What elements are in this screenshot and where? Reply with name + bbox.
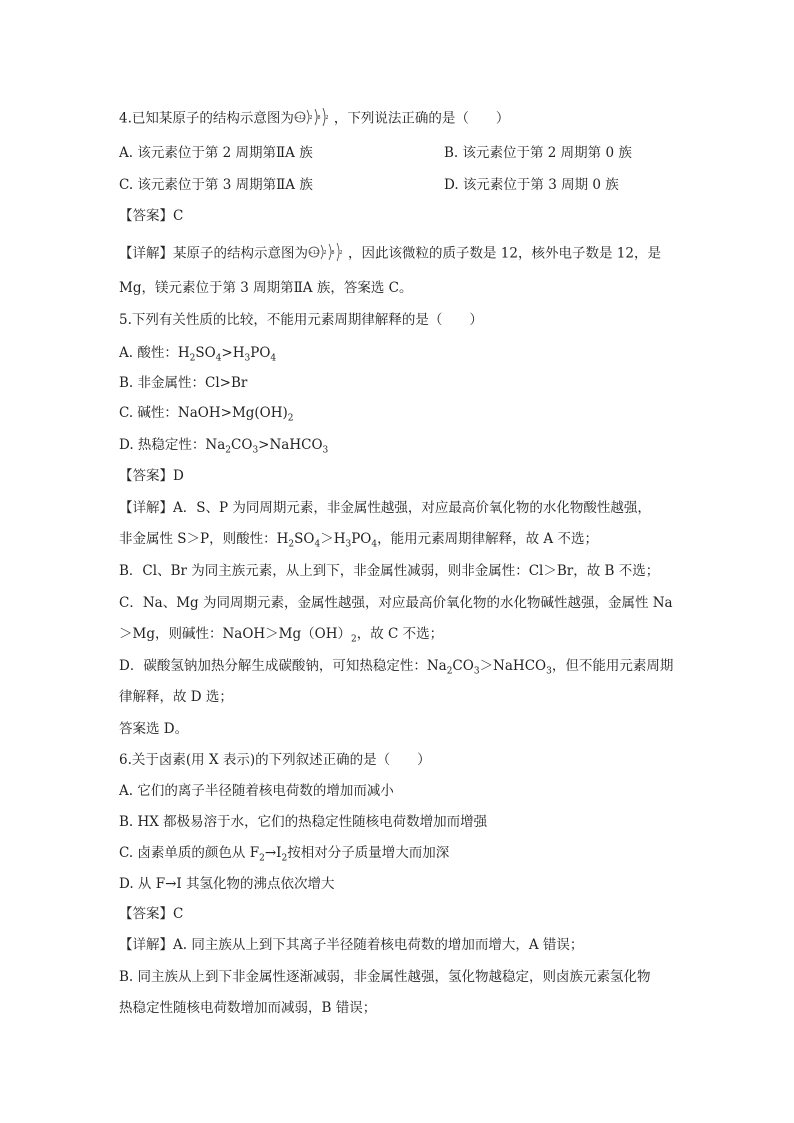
q4-stem-before: 4.已知某原子的结构示意图为 — [119, 110, 294, 127]
q5-detail-end: 答案选 D。 — [119, 721, 189, 737]
diagram-shell-1: 2 — [309, 115, 313, 121]
q5-answer: 【答案】D — [119, 468, 184, 484]
q5-detail-d2: 律解释，故 D 选； — [119, 689, 233, 705]
q4-answer: 【答案】C — [119, 208, 184, 224]
atom-structure-diagram-2 — [308, 241, 348, 263]
q4-detail-before: 【详解】某原子的结构示意图为 — [119, 245, 308, 262]
q4-option-a: A. 该元素位于第 2 周期第ⅡA 族 — [119, 145, 313, 161]
diagram-shell-3: 2 — [325, 115, 329, 121]
q4-stem — [119, 108, 509, 130]
q6-answer: 【答案】C — [119, 906, 184, 922]
q4-stem-after: ，下列说法正确的是（ ） — [333, 110, 510, 127]
q6-option-d: D. 从 F→I 其氢化物的沸点依次增大 — [119, 876, 335, 892]
q6-detail-b1: B. 同主族从上到下非金属性逐渐减弱，非金属性越强，氢化物越稳定，则卤族元素氢化物 — [119, 969, 651, 985]
q6-detail-a: 【详解】A. 同主族从上到下其离子半径随着核电荷数的增加而增大，A 错误； — [119, 937, 584, 953]
diagram2-shell-2: 8 — [331, 250, 335, 256]
diagram-nucleus-label: +12 — [294, 115, 306, 121]
q6-option-b: B. HX 都极易溶于水，它们的热稳定性随核电荷数增加而增强 — [119, 814, 488, 830]
q5-option-a: A. 酸性：$H_2SO_4>H_3PO_4$ — [119, 345, 277, 364]
q5-detail-c1: C．Na、Mg 为同周期元素，金属性越强，对应最高价氧化物的水化物碱性越强，金属性 Na — [119, 595, 673, 611]
q4-option-d: D. 该元素位于第 3 周期 0 族 — [444, 177, 619, 193]
q5-detail-c2: ＞Mg，则碱性：$NaOH>Mg(OH)_2$，故 C 不选； — [119, 626, 444, 645]
q4-option-c: C. 该元素位于第 3 周期第ⅡA 族 — [119, 177, 313, 193]
q5-stem: 5.下列有关性质的比较，不能用元素周期律解释的是（ ） — [119, 312, 483, 328]
q5-detail-a1: 【详解】A．S、P 为同周期元素，非金属性越强，对应最高价氧化物的水化物酸性越强， — [119, 500, 651, 516]
q4-option-b: B. 该元素位于第 2 周期第 0 族 — [444, 145, 632, 161]
q4-detail-line-2: Mg，镁元素位于第 3 周期第ⅡA 族，答案选 C。 — [119, 280, 413, 296]
q5-option-b: B. 非金属性：Cl>Br — [119, 375, 248, 391]
q6-detail-b2: 热稳定性随核电荷数增加而减弱，B 错误； — [119, 1000, 377, 1016]
diagram-shell-2: 8 — [317, 115, 321, 121]
q5-detail-d1: D．碳酸氢钠加热分解生成碳酸钠，可知热稳定性：$Na_2CO_3>NaHCO_3$，但不能用元素周期 — [119, 658, 674, 677]
q6-option-a: A. 它们的离子半径随着核电荷数的增加而减小 — [119, 783, 394, 799]
q5-option-d: D. 热稳定性：$Na_2CO_3>NaHCO_3$ — [119, 437, 329, 456]
q5-detail-b: B．Cl、Br 为同主族元素，从上到下，非金属性减弱，则非金属性：Cl＞Br，故 B 不选； — [119, 563, 660, 579]
q4-detail-after: ，因此该微粒的质子数是 12，核外电子数是 12，是 — [348, 245, 661, 262]
diagram2-shell-1: 2 — [323, 250, 327, 256]
q5-detail-a2: 非金属性 S＞P，则酸性：$H_2SO_4>H_3PO_4$，能用元素周期律解释，故 A 不选； — [119, 531, 598, 550]
atom-structure-diagram — [294, 106, 334, 128]
q6-stem: 6.关于卤素(用 X 表示)的下列叙述正确的是（ ） — [119, 752, 431, 768]
diagram2-shell-3: 2 — [339, 250, 343, 256]
q4-detail-line-1 — [119, 243, 661, 265]
q6-option-c: C. 卤素单质的颜色从 $F_2\to I_2$按相对分子质量增大而加深 — [119, 845, 450, 864]
q5-option-c: C. 碱性：$NaOH>Mg(OH)_2$ — [119, 405, 294, 424]
diagram2-nucleus-label: +12 — [308, 250, 320, 256]
